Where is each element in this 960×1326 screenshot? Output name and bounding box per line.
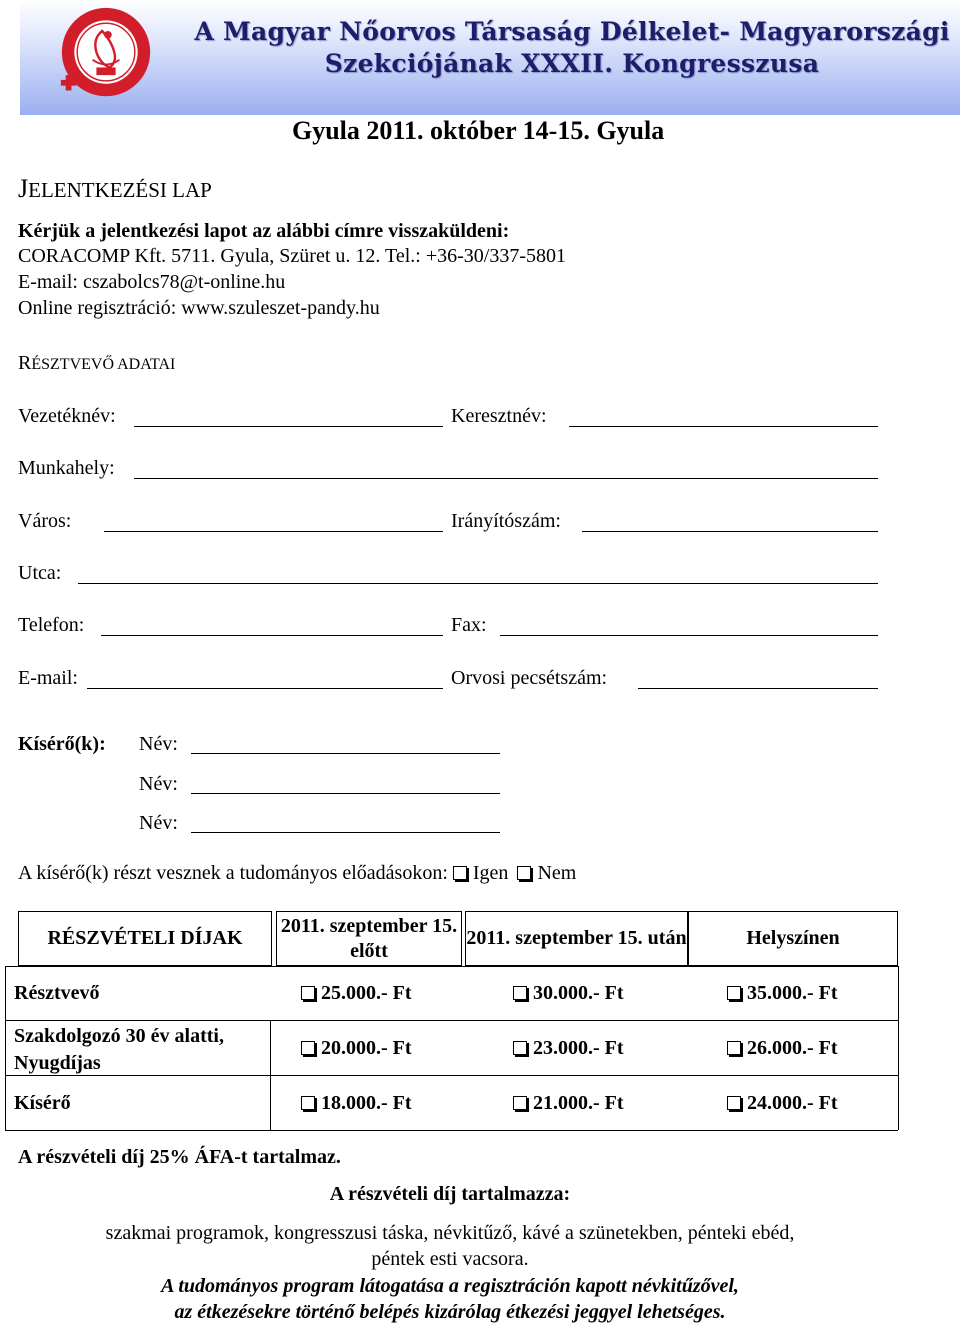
fees-column-header bbox=[276, 911, 462, 966]
fee-price: 21.000.- Ft bbox=[533, 1092, 624, 1114]
checkbox-icon[interactable] bbox=[301, 1096, 315, 1110]
form-title bbox=[18, 174, 212, 204]
city-field[interactable] bbox=[104, 531, 443, 532]
includes-line-1: szakmai programok, kongresszusi táska, névkitűző, kávé a szünetekben, pénteki ebéd, bbox=[105, 1222, 795, 1244]
companions-label: Kísérő(k): bbox=[18, 733, 106, 755]
fee-option[interactable] bbox=[301, 1092, 412, 1115]
fee-price: 25.000.- Ft bbox=[321, 982, 412, 1004]
fee-option[interactable] bbox=[727, 1037, 838, 1060]
lastname-field[interactable] bbox=[134, 426, 443, 427]
fees-table bbox=[5, 911, 898, 1131]
fee-option[interactable] bbox=[727, 982, 838, 1005]
contact-email: E-mail: cszabolcs78@t-online.hu bbox=[18, 271, 286, 293]
yes-label: Igen bbox=[472, 862, 509, 884]
city-label: Város: bbox=[18, 510, 72, 532]
table-divider bbox=[5, 966, 898, 967]
checkbox-icon[interactable] bbox=[727, 986, 741, 1000]
congress-date: Gyula 2011. október 14-15. Gyula bbox=[292, 116, 665, 145]
fees-column-after: 2011. szeptember 15. után bbox=[466, 927, 687, 949]
fees-column-header bbox=[465, 911, 688, 966]
checkbox-icon[interactable] bbox=[727, 1041, 741, 1055]
fee-price: 30.000.- Ft bbox=[533, 982, 624, 1004]
yes-checkbox[interactable] bbox=[453, 866, 467, 880]
form-title-rest: ELENTKEZÉSI LAP bbox=[28, 178, 212, 202]
fee-price: 18.000.- Ft bbox=[321, 1092, 412, 1114]
fax-field[interactable] bbox=[500, 635, 878, 636]
companion-name-field-3[interactable] bbox=[191, 832, 500, 833]
checkbox-icon[interactable] bbox=[513, 1041, 527, 1055]
fee-option[interactable] bbox=[301, 982, 412, 1005]
checkbox-icon[interactable] bbox=[513, 986, 527, 1000]
fax-label: Fax: bbox=[451, 614, 487, 636]
table-divider bbox=[270, 1020, 271, 1130]
participant-section-heading bbox=[18, 352, 175, 375]
fees-heading-cell bbox=[18, 911, 272, 966]
table-divider bbox=[898, 966, 899, 1130]
lecture-question-text: A kísérő(k) részt vesznek a tudományos előadásokon: bbox=[18, 862, 448, 884]
workplace-field[interactable] bbox=[134, 478, 878, 479]
lastname-label: Vezetéknév: bbox=[18, 405, 116, 427]
fee-row-label: Kísérő bbox=[14, 1092, 71, 1114]
table-divider bbox=[5, 1130, 898, 1131]
participant-heading-initial: R bbox=[18, 352, 32, 374]
street-label: Utca: bbox=[18, 562, 62, 584]
fee-price: 35.000.- Ft bbox=[747, 982, 838, 1004]
congress-title-line2: Szekciójának XXXII. Kongresszusa bbox=[324, 49, 820, 78]
phone-label: Telefon: bbox=[18, 614, 85, 636]
checkbox-icon[interactable] bbox=[301, 1041, 315, 1055]
firstname-field[interactable] bbox=[569, 426, 878, 427]
no-label: Nem bbox=[537, 862, 577, 884]
admission-note-line-1: A tudományos program látogatása a regisztráción kapott névkitűzővel, bbox=[161, 1275, 739, 1297]
fee-option[interactable] bbox=[513, 982, 624, 1005]
return-address: CORACOMP Kft. 5711. Gyula, Szüret u. 12. Tel.: +36-30/337-5801 bbox=[18, 245, 567, 267]
fee-option[interactable] bbox=[513, 1037, 624, 1060]
lecture-attendance-question bbox=[18, 862, 576, 885]
header-banner bbox=[20, 0, 960, 115]
fee-option[interactable] bbox=[727, 1092, 838, 1115]
fee-price: 26.000.- Ft bbox=[747, 1037, 838, 1059]
fee-option[interactable] bbox=[301, 1037, 412, 1060]
congress-title bbox=[192, 16, 952, 80]
fee-row-label: Szakdolgozó 30 év alatti, Nyugdíjas bbox=[14, 1025, 224, 1074]
zip-field[interactable] bbox=[582, 531, 878, 532]
stamp-number-field[interactable] bbox=[638, 688, 878, 689]
street-field[interactable] bbox=[78, 583, 878, 584]
form-title-initial: J bbox=[18, 174, 29, 203]
email-label: E-mail: bbox=[18, 667, 78, 689]
checkbox-icon[interactable] bbox=[301, 986, 315, 1000]
society-seal-icon bbox=[58, 6, 154, 102]
online-registration: Online regisztráció: www.szuleszet-pandy.hu bbox=[18, 297, 380, 319]
congress-title-line1: A Magyar Nőorvos Társaság Délkelet- Magyarországi bbox=[194, 17, 950, 46]
checkbox-icon[interactable] bbox=[727, 1096, 741, 1110]
participant-heading-rest: ÉSZTVEVŐ ADATAI bbox=[31, 356, 176, 373]
firstname-label: Keresztnév: bbox=[451, 405, 547, 427]
includes-heading: A részvételi díj tartalmazza: bbox=[329, 1183, 571, 1205]
includes-text bbox=[0, 1220, 900, 1272]
fee-option[interactable] bbox=[513, 1092, 624, 1115]
companion-name-label: Név: bbox=[139, 812, 178, 834]
stamp-number-label: Orvosi pecsétszám: bbox=[451, 667, 608, 689]
includes-line-2: péntek esti vacsora. bbox=[371, 1248, 529, 1270]
fees-heading: RÉSZVÉTELI DÍJAK bbox=[47, 927, 243, 949]
vat-note: A részvételi díj 25% ÁFA-t tartalmaz. bbox=[18, 1146, 341, 1168]
workplace-label: Munkahely: bbox=[18, 457, 115, 479]
companion-name-label: Név: bbox=[139, 733, 178, 755]
admission-note-line-2: az étkezésekre történő belépés kizárólag étkezési jeggyel lehetséges. bbox=[174, 1301, 726, 1323]
fees-column-onsite: Helyszínen bbox=[746, 927, 840, 949]
zip-label: Irányítószám: bbox=[451, 510, 561, 532]
fee-price: 23.000.- Ft bbox=[533, 1037, 624, 1059]
phone-field[interactable] bbox=[101, 635, 443, 636]
email-field[interactable] bbox=[87, 688, 443, 689]
no-checkbox[interactable] bbox=[517, 866, 531, 880]
admission-note bbox=[0, 1273, 900, 1325]
fee-price: 24.000.- Ft bbox=[747, 1092, 838, 1114]
table-divider bbox=[5, 1020, 898, 1021]
companion-name-field-1[interactable] bbox=[191, 753, 500, 754]
companion-name-field-2[interactable] bbox=[191, 793, 500, 794]
table-divider bbox=[5, 966, 6, 1130]
fees-column-before: 2011. szeptember 15. előtt bbox=[280, 914, 458, 962]
fees-column-header bbox=[688, 911, 898, 966]
companion-name-label: Név: bbox=[139, 773, 178, 795]
return-instructions: Kérjük a jelentkezési lapot az alábbi címre visszaküldeni: bbox=[18, 220, 510, 242]
checkbox-icon[interactable] bbox=[513, 1096, 527, 1110]
fee-price: 20.000.- Ft bbox=[321, 1037, 412, 1059]
fee-row-label: Résztvevő bbox=[14, 982, 100, 1004]
